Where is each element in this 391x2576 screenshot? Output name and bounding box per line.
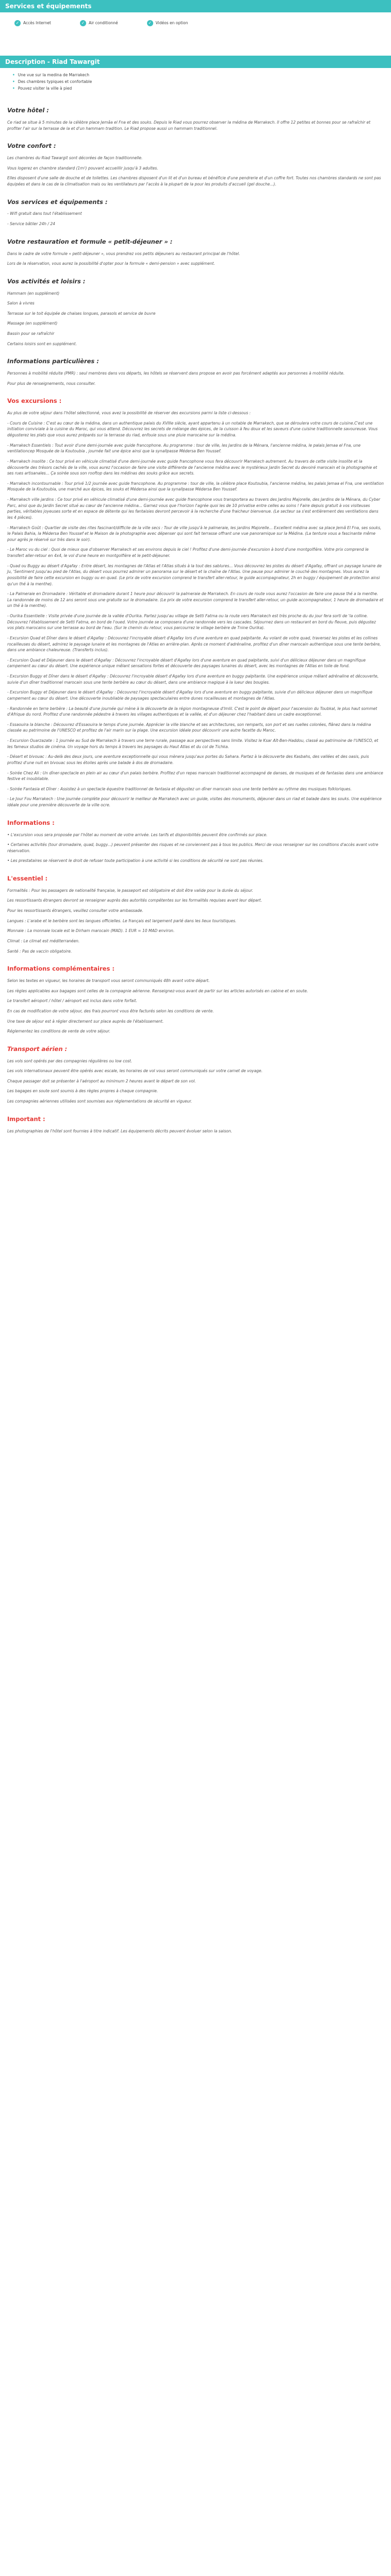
sections-container: [7, 106, 384, 386]
section-paragraph: Elles disposent d'une salle de douche et de toilettes. Les chambres disposent d'un lit et d'un bureau et bénéficie d'une pendrerie et d'un coffre fort. Toutes nos chambres standards ne sont pas équipées et dans le cas de la climatisation mais ou les ventilateurs par l'accès à la plupart de la pour les produits d'accueil (gel douche...).: [7, 176, 381, 187]
excursion-item: - Excursion Buggy et Déjeuner dans le désert d'Agafay : Découvrez l'incroyable désert d'Agafay lors d'une aventure en buggy palpitante, suivie d'un délicieux déjeuner dans un magnifique campement au cœur du désert. Une découverte inoubliable de paysages spectaculaires entre dunes rocailleuses et montagnes de l'Atlas.: [7, 690, 372, 701]
important-list: [7, 1128, 384, 1134]
bullet-icon: •: [12, 73, 15, 77]
bullet-icon: •: [12, 86, 15, 91]
excursion-item: - Essaouira la blanche : Découvrez d'Essaouira le temps d'une journée. Apprécier la ville blanche et ses architectures, son remparts, son port et ses ruelles colorées, flânez dans la médina classée au patrimoine de l'UNESCO et profitez de l'air marin sur la plage. Une excursion idéale pour découvrir une autre facette du Maroc.: [7, 722, 371, 733]
feature-label: Accès Internet: [23, 21, 51, 26]
essentiel-line: Climat : Le climat est méditerranéen.: [7, 938, 80, 943]
transport-paragraph: Les bagages en soute sont soumis à des règles propres à chaque compagnie.: [7, 1089, 158, 1094]
feature-air-conditioning: [80, 20, 118, 26]
section: [7, 198, 384, 227]
information-item: • L'excursion vous sera proposée par l'hôtel au moment de votre arrivée. Les tarifs et disponibilités peuvent être confirmés sur place.: [7, 832, 268, 837]
section-title: Vos activités et loisirs :: [7, 277, 86, 285]
excursion-item: - Excursion Ouarzazate : 1 journée au Sud de Marrakech à travers une terre rurale, passage aux perspectives sans limite. Visitez le Ksar Aït-Ben-Haddou, classé au patrimoine de l'UNESCO, et les fameux studios de cinéma. Un voyage hors du temps à travers les paysages du Haut Atlas et du col de Tichka.: [7, 738, 379, 749]
section: [7, 277, 384, 347]
essentiel-list: [7, 888, 384, 954]
complementaires-list: [7, 978, 384, 1035]
excursion-item: - Désert et bivouac : Au-delà des deux jours, une aventure exceptionnelle qui vous mènera jusqu'aux portes du Sahara. Partez à la découverte des Kasbahs, des vallées et des oasis, puis profitez d'une nuit en bivouac sous les étoiles après une balade à dos de dromadaire.: [7, 754, 369, 765]
section-paragraph: - Service bâtiler 24h / 24: [7, 222, 55, 227]
section-paragraph: Terrasse sur le toit équipée de chaises longues, parasols et service de buvre: [7, 311, 156, 316]
essentiel-line: Formalités : Pour les passagers de nationalité française, le passeport est obligatoire et doit être valide pour la durée du séjour.: [7, 888, 253, 893]
section-paragraph: Dans le cadre de votre formule « petit-déjeuner », vous prendrez vos petits déjeuners au restaurant principal de l'hôtel.: [7, 251, 240, 256]
check-icon: ✓: [80, 20, 86, 26]
section-title: Vos services et équipements :: [7, 198, 108, 206]
services-banner: Services et équipements: [0, 0, 391, 12]
section-paragraph: Pour plus de renseignements, nous consulter.: [7, 381, 96, 386]
complementaire-paragraph: Une taxe de séjour est à régler directement sur place auprès de l'établissement.: [7, 1019, 164, 1024]
excursion-item: - Cours de Cuisine : C'est au cœur de la médina, dans un authentique palais du XVIIIe siècle, ayant appartenu à un notable de Marrakech, que se déroulera votre cours de cuisine.C'est une initiation conviviale à la cuisine du Maroc, qui vous attend. Découvrez les secrets de mélange des épices, de la cuisson à feu doux et les saveurs d'une cuisine traditionnelle savoureuse. Vous dégusterez les plats que vous aurez préparés sur la terrasse du riad, enfouie sous une pluie marocaine sur la médina.: [7, 420, 378, 438]
description-banner: Description - Riad Tawargit: [0, 56, 391, 68]
important-title: Important :: [7, 1115, 45, 1123]
section: [7, 357, 384, 386]
section-paragraph: Ce riad se situe à 5 minutes de la célèbre place Jemâa el Fna et des souks. Depuis le Riad vous pourrez observer la médina de Marrakech. Il offre 12 petites et bonnes pour se rafraîchir et profiter l'air sur la terrasse de la et d'un hammam tradition. Le Riad propose aussi un hammam traditionnel.: [7, 120, 371, 131]
feature-label: Vidéos en option: [155, 21, 188, 26]
complementaire-paragraph: Selon les textes en vigueur, les horaires de transport vous seront communiqués 48h avant votre départ.: [7, 978, 210, 983]
check-icon: ✓: [147, 20, 153, 26]
complementaire-paragraph: Les règles applicables aux bagages sont celles de la compagnie aérienne. Renseignez-vous avant de partir sur les articles autorisés en cabine et en soute.: [7, 988, 308, 993]
excursion-item: - Le Maroc vu du ciel : Quoi de mieux que d'observer Marrakech et ses environs depuis le ciel ! Profitez d'une demi-journée d'excursion à bord d'une montgolfière. Votre prix comprend le transfert aller-retour en 4x4, le vol d'une heure en montgolfière et le petit-déjeuner.: [7, 547, 369, 558]
section-paragraph: Salon à vivres: [7, 301, 35, 306]
section-paragraph: Personnes à mobilité réduite (PMR) : seul membres dans vos départs, les hôtels se réservent dans propose en avoir pas forcément adaptés aux personnes à mobilité réduite.: [7, 371, 345, 376]
excursion-item: - Quad ou Buggy au désert d'Agafay : Entre désert, les montagnes de l'Atlas et l'Atlas situés à la tout des sablures... Vous découvrez les pistes du désert d'Agafay, offrant un paysage lunaire de Ju, 'Sentiment jusqu'au pied de l'Atlas, du désert vous pourrez admirer un panorama sur le désert et la chaîne de l'Atlas. Une pause pour admirer le couché des montagnes. Vous aurez la possibilité de faire cette excursion en buggy ou en quad. (Le prix de votre excursion comprend le transfert aller-retour, le guide accompagnateur, 2h en buggy / équipement de protection ainsi qu'un thé à la menthe).: [7, 563, 382, 586]
list-item: • Pouvez visiter la ville à pied: [12, 86, 384, 92]
transport-paragraph: Les compagnies aériennes utilisées sont soumises aux réglementations de sécurité en vigueur.: [7, 1099, 192, 1104]
information-item: • Les prestataires se réservent le droit de refuser toute participation à une activité si les conditions de sécurité ne sont pas réunies.: [7, 858, 264, 863]
excursion-item: - Excursion Quad et Déjeuner dans le désert d'Agafay : Découvrez l'incroyable désert d'Agafay lors d'une aventure en quad palpitante, suivi d'un délicieux déjeuner dans un magnifique campement au cœur du désert. Une expérience unique mêlant sensations fortes et découverte des paysages lunaires du désert, avec les montagnes de l'Atlas en toile de fond.: [7, 657, 366, 669]
section-paragraph: Certains loisirs sont en supplément.: [7, 341, 77, 346]
feature-label: Air conditionné: [88, 21, 118, 26]
essentiel-title: L'essentiel :: [7, 875, 48, 882]
section-paragraph: Lors de la réservation, vous aurez la possibilité d'opter pour la formule « demi-pension » avec supplément.: [7, 261, 215, 266]
essentiel-line: Les ressortissants étrangers devront se renseigner auprès des autorités compétentes sur les formalités requises avant leur départ.: [7, 898, 262, 903]
excursions-intro: Au plus de votre séjour dans l'hôtel sélectionné, vous avez la possibilité de réserver des excursions parmi la liste ci-dessous :: [7, 411, 251, 416]
features-row: [7, 12, 384, 34]
section-title: Informations particulières :: [7, 358, 99, 365]
transport-title: Transport aérien :: [7, 1045, 68, 1053]
excursion-item: - Soirée Fantasia et Dîner : Assistez à un spectacle équestre traditionnel de fantasia et dégustez un dîner marocain sous une tente berbère au rythme des musiques folkloriques.: [7, 786, 352, 791]
excursion-item: - Marrakech ville jardins : Ce tour privé en véhicule climatisé d'une demi-journée avec guide francophone vous transportera au travers des Jardins Majorelle, des Jardins de la Ménara, du Cyber Parc, ainsi que du Jardin Secret situé au cœur de l'ancienne médina... Garnez vous que l'horizon l'agrée quoi les de 10 privatise entre celles au soins ! Faire depuis gratuit à vos visiteuses parties, véritables joyeuses sorte et en espace de détente qui les fantaisies devront percevoir à la recherche d'une fraicheur bienvenue. (Le secteur sa s'est entièrement des ventilations dans les 4 pièces).: [7, 497, 381, 520]
section-title: Votre hôtel :: [7, 107, 49, 114]
transport-paragraph: Les vols sont opérés par des compagnies régulières ou low cost.: [7, 1058, 133, 1063]
section-paragraph: Bassin pour se rafraîchir: [7, 331, 55, 336]
section-paragraph: Hammam (en supplément): [7, 291, 60, 296]
section-paragraph: Vous logerez en chambre standard (1m²) pouvant accueillir jusqu'à 3 adultes.: [7, 165, 158, 171]
informations-title: Informations :: [7, 819, 55, 826]
section-paragraph: - Wifi gratuit dans tout l'établissement: [7, 211, 82, 216]
complementaires-title: Informations complémentaires :: [7, 965, 115, 973]
excursion-item: - La Palmeraie en Dromadaire : Véritable et dromadaire durant 1 heure pour découvrir la palmeraie de Marrakech. En cours de route vous aurez l'occasion de faire une pause thé a la menthe. La randonnée de moins de 12 ans seront sous une gratuite sur le dromadaire. (Le prix de votre excursion comprend le transfert aller-retour, un guide accompagnateur, 1 heure de dromadaire et un thé à la menthe).: [7, 591, 384, 608]
complementaire-paragraph: Le transfert aéroport / hôtel / aéroport est inclus dans votre forfait.: [7, 998, 137, 1004]
section: [7, 106, 384, 131]
section-title: Votre confort :: [7, 142, 56, 150]
section-title: Votre restauration et formule « petit-déjeuner » :: [7, 238, 173, 245]
information-item: • Certaines activités (tour dromadaire, quad, buggy...) peuvent présenter des risques et ne conviennent pas à tous les publics. Merci de vous renseigner sur les conditions d'accès avant votre réservation.: [7, 842, 379, 853]
list-item: • Une vue sur la medina de Marrakech: [12, 72, 384, 79]
excursion-item: - Marrakech insolite : Ce tour privé en véhicule climatisé d'une demi-journée avec guide francophone vous fera découvrir Marrakech autrement. Au travers de cette visite insolite et la découverte des trésors cachés de la ville, vous aurez l'occasion de faire une visite différente de l'ancienne médina avec le mystérieux Jardin Secret du devoiré marocain et la photographie et ses rues artisanales... Ça soirée sous son rooftop dans les médinas des souks grâce aux secrets.: [7, 459, 378, 476]
section-paragraph: Massage (en supplément): [7, 321, 58, 326]
excursion-item: - Marrakech incontournable : Tour privé 1/2 journée avec guide francophone. Au programme : tour de ville, la célèbre place Koutoubia, l'ancienne médina, les palais Jemaa el Fna, une ventilation Mosquée de la Koutoubia, une marché aux épices, les souks et Médersa ainsi que la synallpasse Médersa Ben Youssef.: [7, 481, 384, 492]
informations-list: [7, 832, 384, 865]
excursions-list: [7, 420, 384, 808]
check-icon: ✓: [14, 20, 21, 26]
excursion-item: - Le Jour Fou Marrakech : Une journée complète pour découvrir le meilleur de Marrakech avec un guide, visites des monuments, déjeuner dans un riad et balade dans les souks. Une expérience idéale pour une première découverte de la ville ocre.: [7, 796, 382, 808]
complementaire-paragraph: En cas de modification de votre séjour, des frais pourront vous être facturés selon les conditions de vente.: [7, 1008, 214, 1013]
section: [7, 142, 384, 187]
bullet-icon: •: [12, 79, 15, 84]
feature-videos: [147, 20, 188, 26]
excursion-item: - Excursion Buggy et Dîner dans le désert d'Agafay : Découvrez l'incroyable désert d'Agafay lors d'une aventure en buggy palpitante. Une expérience unique mêlant adrénaline et découverte, suivie d'un dîner traditionnel marocain sous une tente berbère au cœur du désert, dans une ambiance magique à la lueur des bougies.: [7, 674, 379, 685]
transport-paragraph: Chaque passager doit se présenter à l'aéroport au minimum 2 heures avant le départ de son vol.: [7, 1078, 196, 1083]
section-paragraph: Les chambres du Riad Tawargit sont décorées de façon traditionnelle.: [7, 156, 143, 161]
feature-internet: [14, 20, 51, 26]
essentiel-line: Pour les ressortissants étrangers, veuillez consulter votre ambassade.: [7, 908, 143, 913]
transport-paragraph: Les vols internationaux peuvent être opérés avec escale, les horaires de vol vous seront communiqués sur votre carnet de voyage.: [7, 1069, 263, 1074]
excursion-item: - Marrakech Goût : Quartier de visite des rites fascinant/difficile de la ville secs : Tour de ville jusqu'à le palmeraie, les jardins Majorelle... Excellent médina avec sa place Jemâ El Fna, ses souks, le Palais Bahia, la Médersa Ben Youssef et le Maison de la photographie avec dépenser qui sont fait terrasse offrant une vue panoramique sur la Médina. (La tenture vous a fascinante même pour agrès je réservé sur très dans le soir).: [7, 525, 382, 542]
essentiel-line: Monnaie : La monnaie locale est le Dirham marocain (MAD). 1 EUR = 10 MAD environ.: [7, 928, 175, 934]
excursion-item: - Randonnée en terre berbère : La beauté d'une journée qui mène à la découverte de la région montagneuse d'Imlil. C'est le point de départ pour l'ascension du Toubkal, le plus haut sommet d'Afrique du nord. Profitez d'une randonnée pédestre à travers les villages authentiques et la vallée, et d'un déjeuner chez l'habitant dans un cadre exceptionnel.: [7, 706, 378, 717]
excursion-item: - Marrakech Essentiels : Tout avoir d'une demi-journée avec guide francophone. Au programme : tour de ville, les Jardins de la Ménara, l'ancienne médina, le palais Jemaa el Fna, une ventilationcep Mosquée de la Koutoubia , journée fait une épice ainsi que la synallpasse Médersa Ben Youssef.: [7, 443, 361, 454]
essentiel-line: Santé : Pas de vaccin obligatoire.: [7, 948, 72, 954]
excursion-item: - Ourika Essentielle : Visite privée d'une journée de la vallée d'Ourika. Partez jusqu'au village de Setti Fatma ou la route vers Marrakech est très proche du du jour fera sorti de 'la colline. Découvrez l'établissement de Setti Fatma, en bord de l'oued. Votre journée se composera d'une randonnée vers les cascades. Séjournez dans un restaurant en bord du fleuve, puis dégustez vos plats marocains sur une terrasse au bord de l'eau. (Sur le chemin du retour, vous parcourrez le village berbère de Tnine Ourika).: [7, 614, 376, 631]
complementaire-paragraph: Réglementez les conditions de vente de votre séjour.: [7, 1029, 110, 1034]
important-paragraph: Les photographies de l'hôtel sont fournies à titre indicatif. Les équipements décrits peuvent évoluer selon la saison.: [7, 1128, 232, 1133]
excursion-item: - Excursion Quad et Dîner dans le désert d'Agafay : Découvrez l'incroyable désert d'Agafay lors d'une aventure en quad palpitante. Au volant de votre quad, traversez les pistes et les collines rocailleuses du désert, admirez le paysage lunaire et les montagnes de l'Atlas en arrière-plan. Après ce moment d'adrénaline, profitez d'un dîner marocain authentique sous une tente berbère, dans une ambiance chaleureuse. (Transferts inclus).: [7, 635, 381, 653]
excursions-title: Vos excursions :: [7, 397, 62, 405]
transport-list: [7, 1058, 384, 1105]
description-bullets: [7, 68, 384, 96]
essentiel-line: Langues : L'arabe et le berbère sont les langues officielles. Le français est largement parlé dans les lieux touristiques.: [7, 918, 237, 923]
list-item: • Des chambres typiques et confortable: [12, 79, 384, 86]
section: [7, 238, 384, 267]
excursion-item: - Soirée Chez Ali : Un dîner-spectacle en plein air au cœur d'un palais berbère. Profitez d'un repas marocain traditionnel accompagné de danses, de musiques et de fantasias dans une ambiance festive et inoubliable.: [7, 770, 383, 782]
